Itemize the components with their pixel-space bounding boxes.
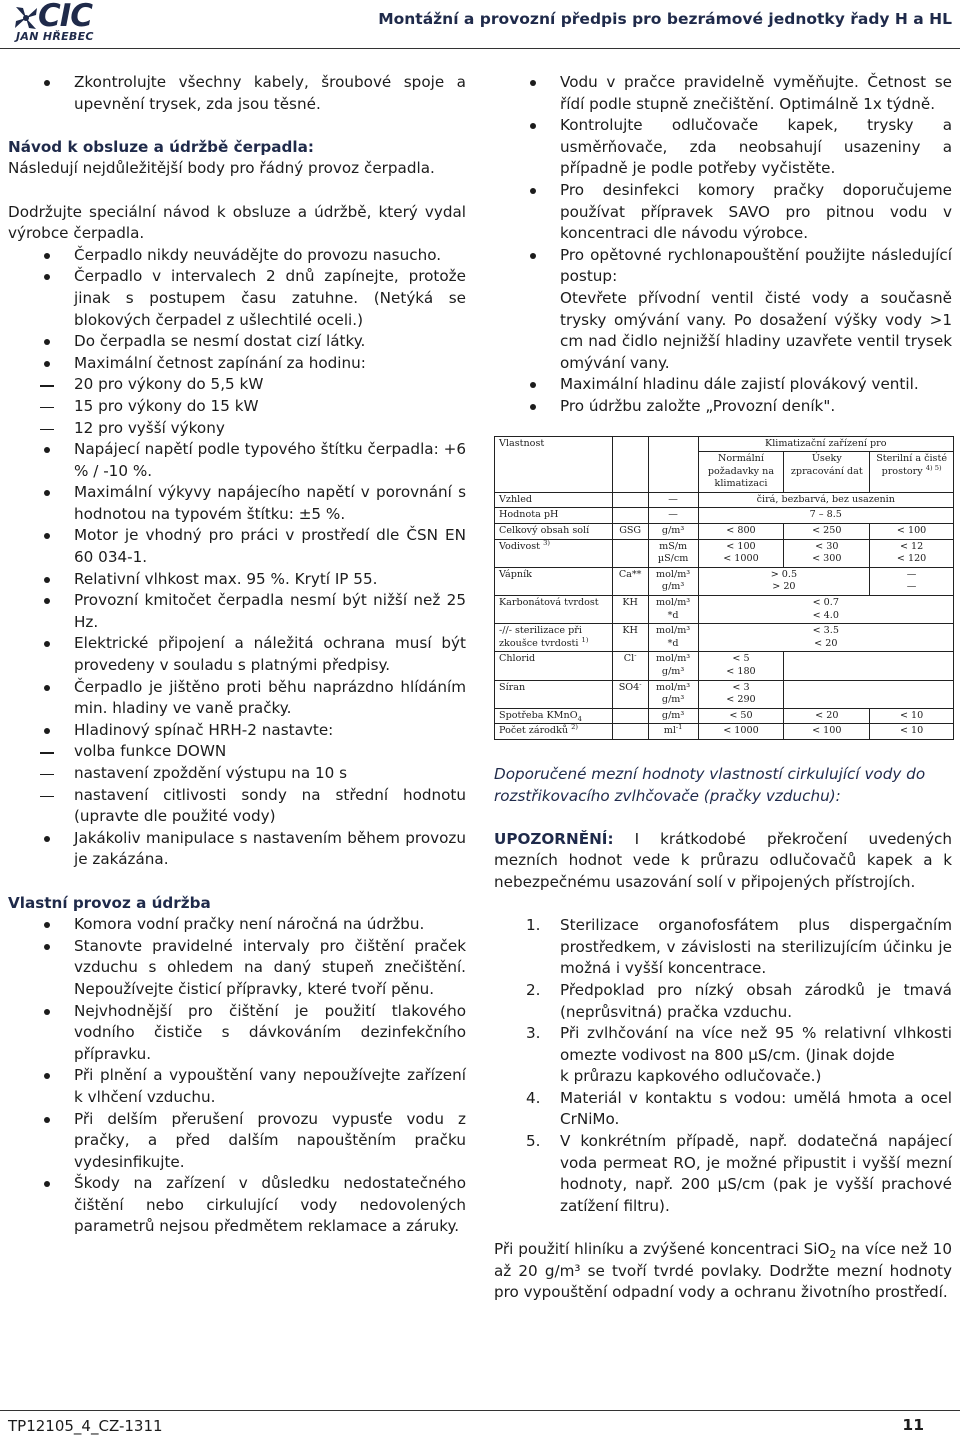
document-title: Montážní a provozní předpis pro bezrámové jednotky řady H a HL <box>378 10 952 28</box>
table-row: Celkový obsah solí GSG g/m³ < 800 < 250 < 100 <box>495 524 954 540</box>
list-item: 2. Předpoklad pro nízký obsah zárodků je tmavá (neprůsvitná) pračka vzduchu. <box>526 980 952 1021</box>
list-item: nastavení zpoždění výstupu na 10 s <box>8 763 466 785</box>
list-item: Kontrolujte odlučovače kapek, trysky a usměrňovače, zda neobsahují usazeniny a případně je podle potřeby vyčistěte. <box>494 115 952 180</box>
company-logo <box>8 2 108 44</box>
table-row: Počet zárodků $^{2)}$ $ml^{-1}$ < 1000 < 100 < 10 <box>495 724 954 740</box>
table-header-group: Klimatizační zařízení pro <box>698 436 953 452</box>
list-item: 5. V konkrétním případě, např. dodatečná napájecí voda permeat RO, je možné připustit i vyšší mezní hodnoty, např. 200 µS/cm (pak je vyšší prachové zatížení filtru). <box>526 1132 952 1215</box>
warning-label: UPOZORNĚNÍ: <box>494 829 614 848</box>
table-caption: Doporučené mezní hodnoty vlastností cirkulující vody do rozstřikovacího zvlhčovače (pračky vzduchu): <box>494 764 926 805</box>
list-item: Motor je vhodný pro práci v prostředí dle ČSN EN 60 034-1. <box>8 525 466 568</box>
table-row: Síran SO4- mol/m³ g/m³ < 3 < 290 <box>495 680 954 708</box>
list-item: Napájecí napětí podle typového štítku čerpadla: +6 % / -10 %. <box>8 439 466 482</box>
list-item: Při plnění a vypouštění vany nepoužívejte zařízení k vlhčení vzduchu. <box>8 1065 466 1108</box>
list-item: Stanovte pravidelné intervaly pro čištění praček vzduchu s ohledem na daný stupeň znečištění. Nepoužívejte čisticí přípravky, které tvoří pěnu. <box>8 936 466 1001</box>
ops-heading: Vlastní provoz a údržba <box>8 893 211 912</box>
right-column <box>494 72 952 1304</box>
aluminium-paragraph: Při použití hliníku a zvýšené koncentraci SiO$_2$ na více než 10 až 20 g/m³ se tvoří tvrdé povlaky. Dodržte mezní hodnoty pro vypouštění odpadní vody a ochranu životního prostředí. <box>494 1240 952 1302</box>
table-row: Vzhled — čirá, bezbarvá, bez usazenin <box>495 492 954 508</box>
list-item: 12 pro vyšší výkony <box>8 418 466 440</box>
list-item: volba funkce DOWN <box>8 741 466 763</box>
check-list <box>8 72 466 115</box>
ops-list <box>8 914 466 1238</box>
pump-intro: Následují nejdůležitější body pro řádný provoz čerpadla. <box>8 159 435 178</box>
table-row: Karbonátová tvrdost KH mol/m³ *d < 0.7 < 4.0 <box>495 596 954 624</box>
list-item: nastavení citlivosti sondy na střední hodnotu (upravte dle použité vody) <box>8 785 466 828</box>
table-row: Vápník Ca** mol/m³ g/m³ > 0.5 > 20 — — <box>495 567 954 595</box>
fan-logo-icon <box>12 4 40 32</box>
list-item: Čerpadlo v intervalech 2 dnů zapínejte, protože jinak s postupem času zatuhne. (Netýká se blokových čerpadel z ušlechtilé oceli.) <box>8 266 466 331</box>
list-item: 4. Materiál v kontaktu s vodou: umělá hmota a ocel CrNiMo. <box>526 1088 952 1129</box>
table-header-property: Vlastnost <box>495 436 613 492</box>
page-header <box>0 0 960 49</box>
list-item: Hladinový spínač HRH-2 nastavte: <box>8 720 466 742</box>
list-item: Škody na zařízení v důsledku nedostatečného čištění nebo cirkulující vody nedovolených parametrů nejsou předmětem reklamace a záruky. <box>8 1173 466 1238</box>
table-row: Vodivost $^{3)}$ mS/m µS/cm < 100 < 1000 < 30 < 300 < 12 < 120 <box>495 539 954 567</box>
list-item: Maximální hladinu dále zajistí plovákový ventil. <box>494 374 952 396</box>
table-row: -//- sterilizace při zkoušce tvrdosti $^{1)}$ KH mol/m³ *d < 3.5 < 20 <box>495 624 954 652</box>
refill-intro: Pro opětovné rychlonapouštění použijte následující postup: <box>560 245 952 286</box>
list-item: Nejvhodnější pro čištění je použití tlakového vodního čističe s dávkováním dezinfekčního přípravku. <box>8 1001 466 1066</box>
list-item: Jakákoliv manipulace s nastavením během provozu je zakázána. <box>8 828 466 871</box>
list-item: Vodu v pračce pravidelně vyměňujte. Četnost se řídí podle stupně znečištění. Optimálně 1x týdně. <box>494 72 952 115</box>
pump-heading: Návod k obsluze a údržbě čerpadla: <box>8 137 314 156</box>
table-row: Spotřeba KMnO$_4$ g/m³ < 50 < 20 < 10 <box>495 708 954 724</box>
left-column <box>8 72 466 1238</box>
list-item: Čerpadlo je jištěno proti běhu naprázdno hlídáním min. hladiny ve vaně pračky. <box>8 677 466 720</box>
list-item: Při delším přerušení provozu vypusťe vodu z pračky, a před dalším napouštěním pračku vydesinfikujte. <box>8 1109 466 1174</box>
list-item: Provozní kmitočet čerpadla nesmí být nižší než 25 Hz. <box>8 590 466 633</box>
list-item: Relativní vlhkost max. 95 %. Krytí IP 55. <box>8 569 466 591</box>
list-item: 20 pro výkony do 5,5 kW <box>8 374 466 396</box>
list-item: Elektrické připojení a náležitá ochrana musí být provedeny v souladu s platnými předpisy. <box>8 633 466 676</box>
list-item: Maximální četnost zapínání za hodinu: <box>8 353 466 375</box>
list-item: Pro údržbu založte „Provozní deník". <box>494 396 952 418</box>
table-row: Chlorid Cl- mol/m³ g/m³ < 5 < 180 <box>495 652 954 680</box>
list-item: Maximální výkyvy napájecího napětí v porovnání s hodnotou na typovém štítku: ±5 %. <box>8 482 466 525</box>
table-header-data: Úseky zpracování dat <box>784 452 870 493</box>
warning-text: I krátkodobé překročení uvedených mezních hodnot vede k průrazu odlučovačů kapek a k nebezpečnému usazování solí v připojených přístrojích. <box>494 829 952 891</box>
list-item: 1. Sterilizace organofosfátem plus dispergačním prostředkem, v závislosti na sterilizujícím účinku je možná i vyšší koncentrace. <box>526 916 952 978</box>
list-item: 15 pro výkony do 15 kW <box>8 396 466 418</box>
list-item: Pro desinfekci komory pračky doporučujeme používat přípravek SAVO pro pitnou vodu v koncentraci dle návodu výrobce. <box>494 180 952 245</box>
table-row: Hodnota pH — 7 – 8.5 <box>495 508 954 524</box>
maintenance-list <box>494 72 952 418</box>
logo-name-text: JAN HŘEBEC <box>16 30 94 43</box>
list-item: Komora vodní pračky není náročná na údržbu. <box>8 914 466 936</box>
list-item: Do čerpadla se nesmí dostat cizí látky. <box>8 331 466 353</box>
logo-cic-text: CIC <box>38 0 93 34</box>
list-item: Čerpadlo nikdy neuvádějte do provozu nasucho. <box>8 245 466 267</box>
page-number: 11 <box>902 1416 924 1434</box>
list-item: Zkontrolujte všechny kabely, šroubové spoje a upevnění trysek, zda jsou těsné. <box>8 72 466 115</box>
warning-paragraph <box>494 829 952 894</box>
document-code: TP12105_4_CZ-1311 <box>8 1417 163 1435</box>
page-footer <box>0 1410 960 1441</box>
table-header-normal: Normální požadavky na klimatizaci <box>698 452 784 493</box>
list-item: 3. Při zvlhčování na více než 95 % relativní vlhkosti omezte vodivost na 800 µS/cm. (Jinak dojde <box>526 1024 952 1064</box>
table-header-sterile: Sterilní a čisté prostory $^{4) 5)}$ <box>870 452 954 493</box>
pump-list <box>8 245 466 871</box>
refill-steps: Otevřete přívodní ventil čisté vody a současně trysky omývání vany. Po dosažení výšky vody >1 cm nad čidlo nejnižší hladiny uzavřete ventil trysek omývání vany. <box>560 288 952 372</box>
water-quality-table <box>494 436 954 740</box>
footnote-list <box>494 915 952 1217</box>
list-item: k průrazu kapkového odlučovače.) <box>560 1067 822 1086</box>
pump-note: Dodržujte speciální návod k obsluze a údržbě, který vydal výrobce čerpadla. <box>8 202 466 243</box>
list-item <box>494 245 952 375</box>
